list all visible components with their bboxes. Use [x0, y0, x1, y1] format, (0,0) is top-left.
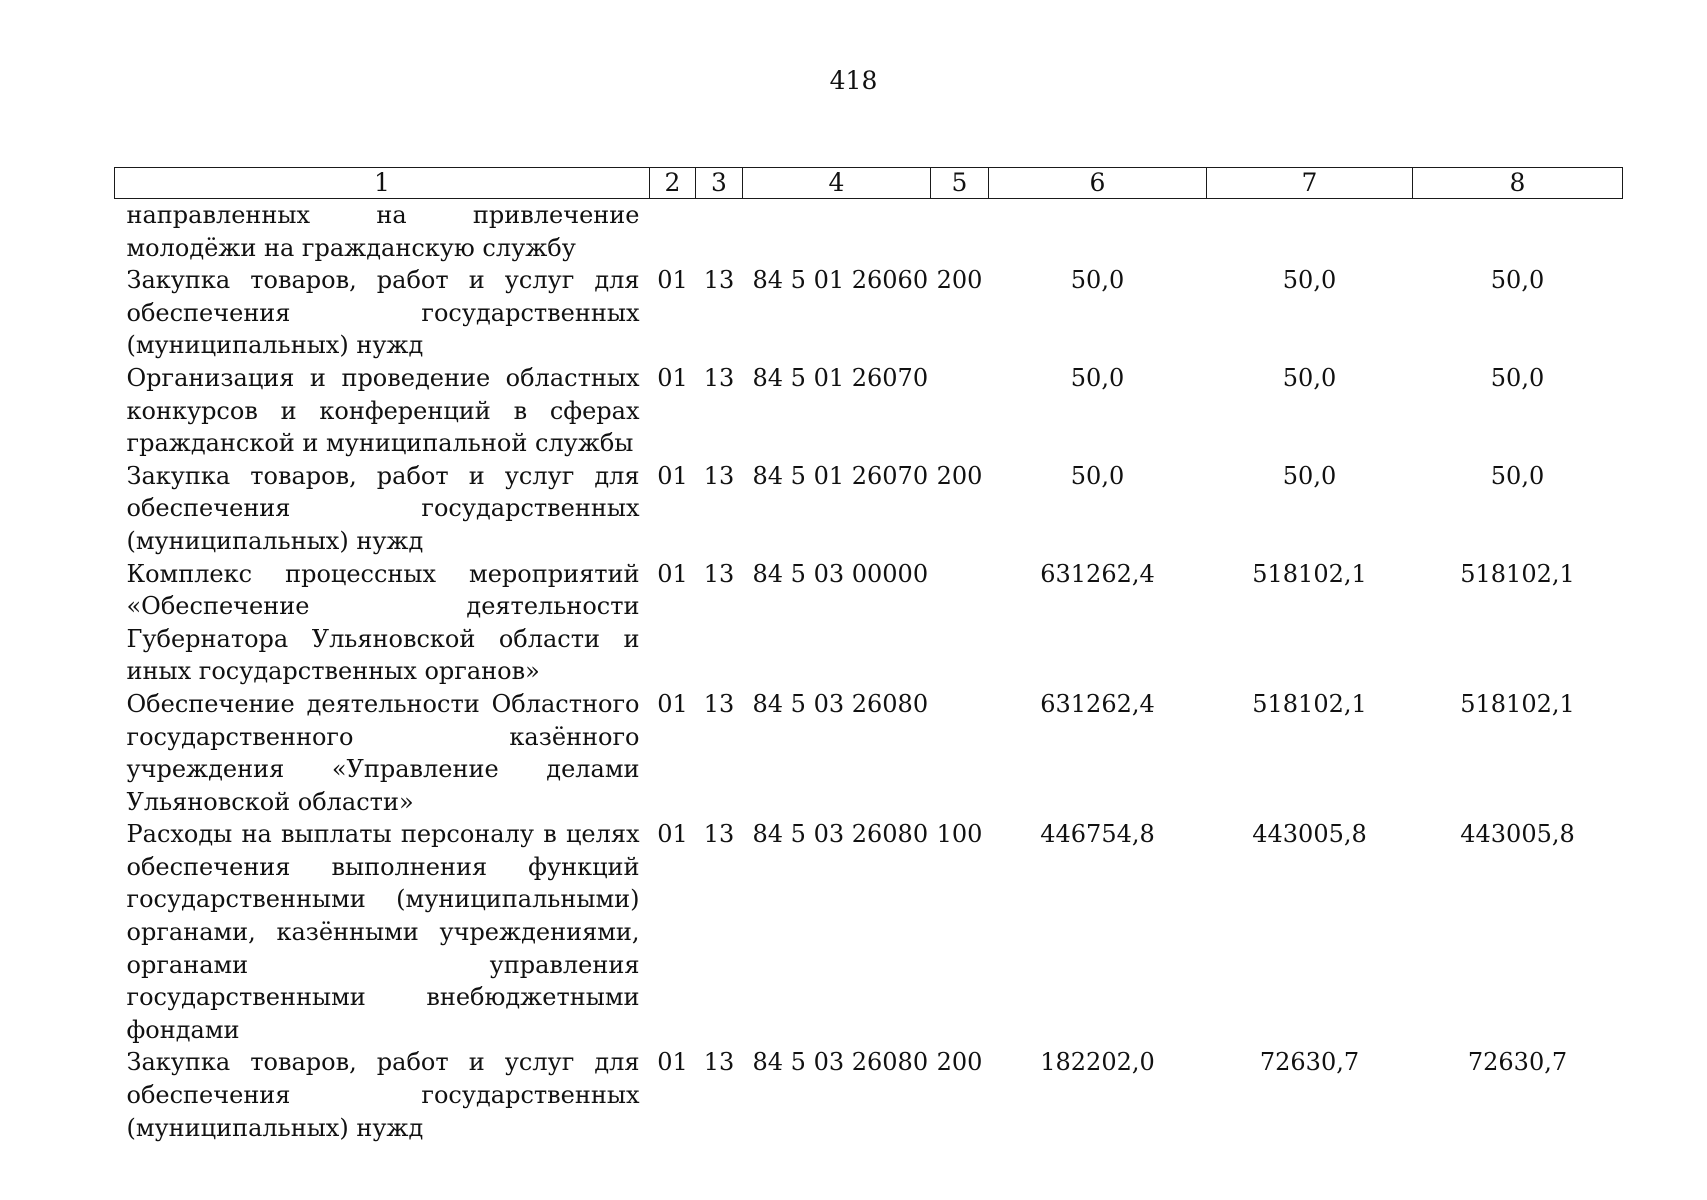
row-amount-col7: 50,0: [1282, 266, 1337, 295]
row-section: 01: [657, 461, 688, 490]
row-section: 01: [657, 266, 688, 295]
row-name: Комплекс процессных мероприятий «Обеспечение деятельности Губернатора Ульяновской области и иных государственных органов»: [126, 559, 640, 686]
row-amount-col7: 443005,8: [1252, 820, 1367, 849]
row-target-article: 84 5 03 26080: [752, 689, 929, 718]
row-expense-type: 200: [936, 461, 983, 490]
header-col-4: 4: [743, 168, 931, 199]
row-section: [650, 199, 696, 265]
page-number: 418: [829, 66, 878, 95]
row-amount-col7: 50,0: [1282, 461, 1337, 490]
row-amount-col8: 443005,8: [1460, 820, 1575, 849]
row-amount-col6: 631262,4: [1040, 559, 1155, 588]
row-target-article: [743, 199, 931, 265]
row-target-article: 84 5 03 00000: [752, 559, 929, 588]
row-expense-type: [931, 199, 989, 265]
row-section: 01: [657, 1048, 688, 1077]
row-subsection: 13: [703, 266, 735, 295]
row-target-article: 84 5 03 26080: [752, 1048, 929, 1077]
row-name: Организация и проведение областных конкурсов и конференций в сферах гражданской и муниципальной службы: [126, 363, 640, 458]
row-target-article: 84 5 01 26060: [752, 266, 929, 295]
row-target-article: 84 5 01 26070: [752, 461, 929, 490]
row-amount-col8: 518102,1: [1460, 559, 1575, 588]
header-col-5: 5: [931, 168, 989, 199]
row-subsection: 13: [703, 689, 735, 718]
row-amount-col6: 50,0: [1070, 461, 1125, 490]
header-col-8: 8: [1413, 168, 1623, 199]
row-name: Обеспечение деятельности Областного государственного казённого учреждения «Управление делами Ульяновской области»: [126, 689, 640, 816]
row-subsection: [696, 199, 743, 265]
row-amount-col6: 50,0: [1070, 363, 1125, 392]
header-col-7: 7: [1207, 168, 1413, 199]
row-amount-col6: [989, 199, 1207, 265]
header-col-3: 3: [696, 168, 743, 199]
row-expense-type: [931, 688, 989, 818]
header-col-6: 6: [989, 168, 1207, 199]
header-row: [115, 168, 1623, 199]
table-row: [115, 1046, 1623, 1144]
row-amount-col7: 50,0: [1282, 363, 1337, 392]
row-expense-type: [931, 558, 989, 688]
row-amount-col8: 50,0: [1490, 363, 1545, 392]
row-name: Закупка товаров, работ и услуг для обеспечения государственных (муниципальных) нужд: [126, 461, 640, 555]
row-name: Расходы на выплаты персоналу в целях обеспечения выполнения функций государственными (муниципальными) органами, казёнными учреждениями, органами управления государственными внебюджетными фондами: [126, 820, 640, 1044]
row-target-article: 84 5 03 26080: [752, 820, 929, 849]
row-subsection: 13: [703, 461, 735, 490]
row-name: направленных на привлечение молодёжи на гражданскую службу: [126, 201, 640, 262]
row-amount-col8: [1413, 199, 1623, 265]
table-row: [115, 362, 1623, 460]
row-section: 01: [657, 363, 688, 392]
table-header: [115, 168, 1623, 199]
table-row: [115, 199, 1623, 265]
row-name: Закупка товаров, работ и услуг для обеспечения государственных (муниципальных) нужд: [126, 1048, 640, 1142]
table-row: [115, 688, 1623, 818]
row-expense-type: 200: [936, 1048, 983, 1077]
table-row: [115, 558, 1623, 688]
row-subsection: 13: [703, 820, 735, 849]
row-amount-col6: 631262,4: [1040, 689, 1155, 718]
row-name: Закупка товаров, работ и услуг для обеспечения государственных (муниципальных) нужд: [126, 266, 640, 360]
row-amount-col8: 518102,1: [1460, 689, 1575, 718]
row-amount-col8: 50,0: [1490, 266, 1545, 295]
header-col-2: 2: [650, 168, 696, 199]
table-body: [115, 199, 1623, 1145]
row-amount-col8: 50,0: [1490, 461, 1545, 490]
budget-table: [114, 167, 1623, 1144]
row-subsection: 13: [703, 363, 735, 392]
row-section: 01: [657, 689, 688, 718]
row-amount-col7: 518102,1: [1252, 559, 1367, 588]
row-amount-col6: 182202,0: [1040, 1048, 1155, 1077]
row-amount-col7: 518102,1: [1252, 689, 1367, 718]
row-amount-col6: 446754,8: [1040, 820, 1155, 849]
row-amount-col6: 50,0: [1070, 266, 1125, 295]
table-row: [115, 264, 1623, 362]
row-subsection: 13: [703, 1048, 735, 1077]
row-expense-type: 200: [936, 266, 983, 295]
row-amount-col8: 72630,7: [1467, 1048, 1568, 1077]
row-amount-col7: [1207, 199, 1413, 265]
row-section: 01: [657, 820, 688, 849]
row-amount-col7: 72630,7: [1259, 1048, 1360, 1077]
row-target-article: 84 5 01 26070: [752, 363, 929, 392]
row-expense-type: 100: [936, 820, 983, 849]
header-col-1: 1: [115, 168, 650, 199]
table-row: [115, 460, 1623, 558]
row-subsection: 13: [703, 559, 735, 588]
row-section: 01: [657, 559, 688, 588]
row-expense-type: [931, 362, 989, 460]
table-row: [115, 818, 1623, 1046]
